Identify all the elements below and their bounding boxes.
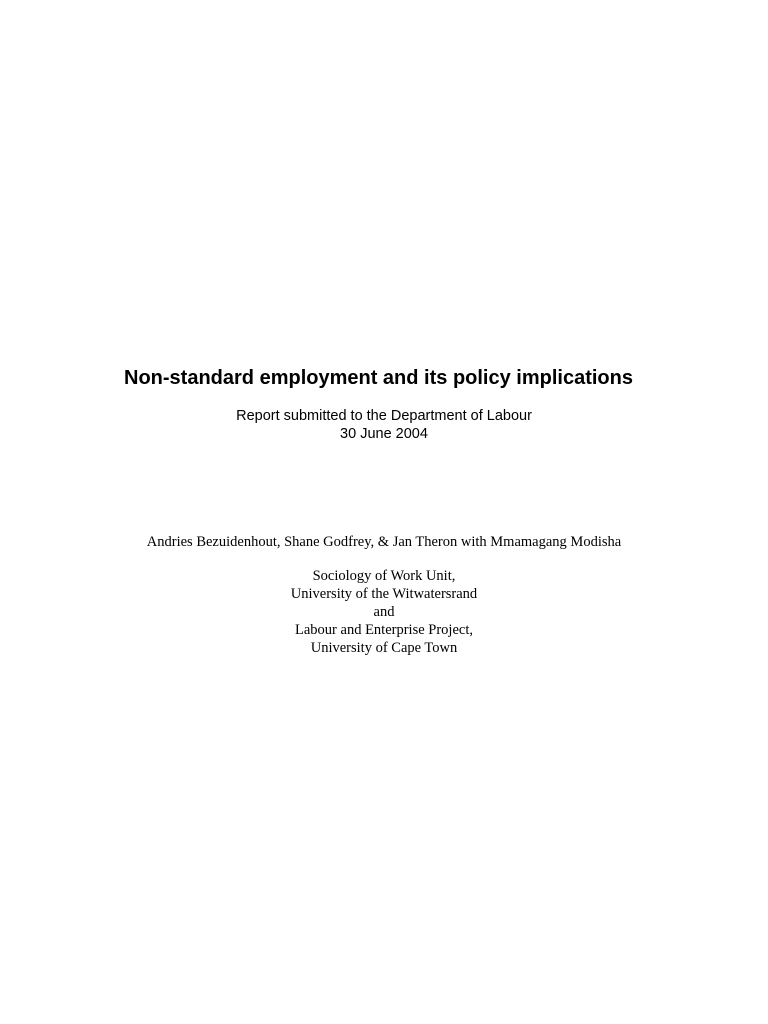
affiliation-line: and xyxy=(373,604,395,620)
subtitle-line-date: 30 June 2004 xyxy=(340,426,428,442)
affiliation-line: Labour and Enterprise Project, xyxy=(295,622,473,638)
affiliation-line: University of Cape Town xyxy=(310,640,458,656)
report-subtitle xyxy=(0,407,768,443)
document-title: Non-standard employment and its policy implications xyxy=(124,367,633,389)
author-list: Andries Bezuidenhout, Shane Godfrey, & Jan Theron with Mmamagang Modisha xyxy=(146,534,622,550)
affiliation-line: University of the Witwatersrand xyxy=(290,586,478,602)
affiliation-block xyxy=(0,567,768,657)
subtitle-line-submitted: Report submitted to the Department of Labour xyxy=(236,408,532,424)
affiliation-line: Sociology of Work Unit, xyxy=(312,568,456,584)
